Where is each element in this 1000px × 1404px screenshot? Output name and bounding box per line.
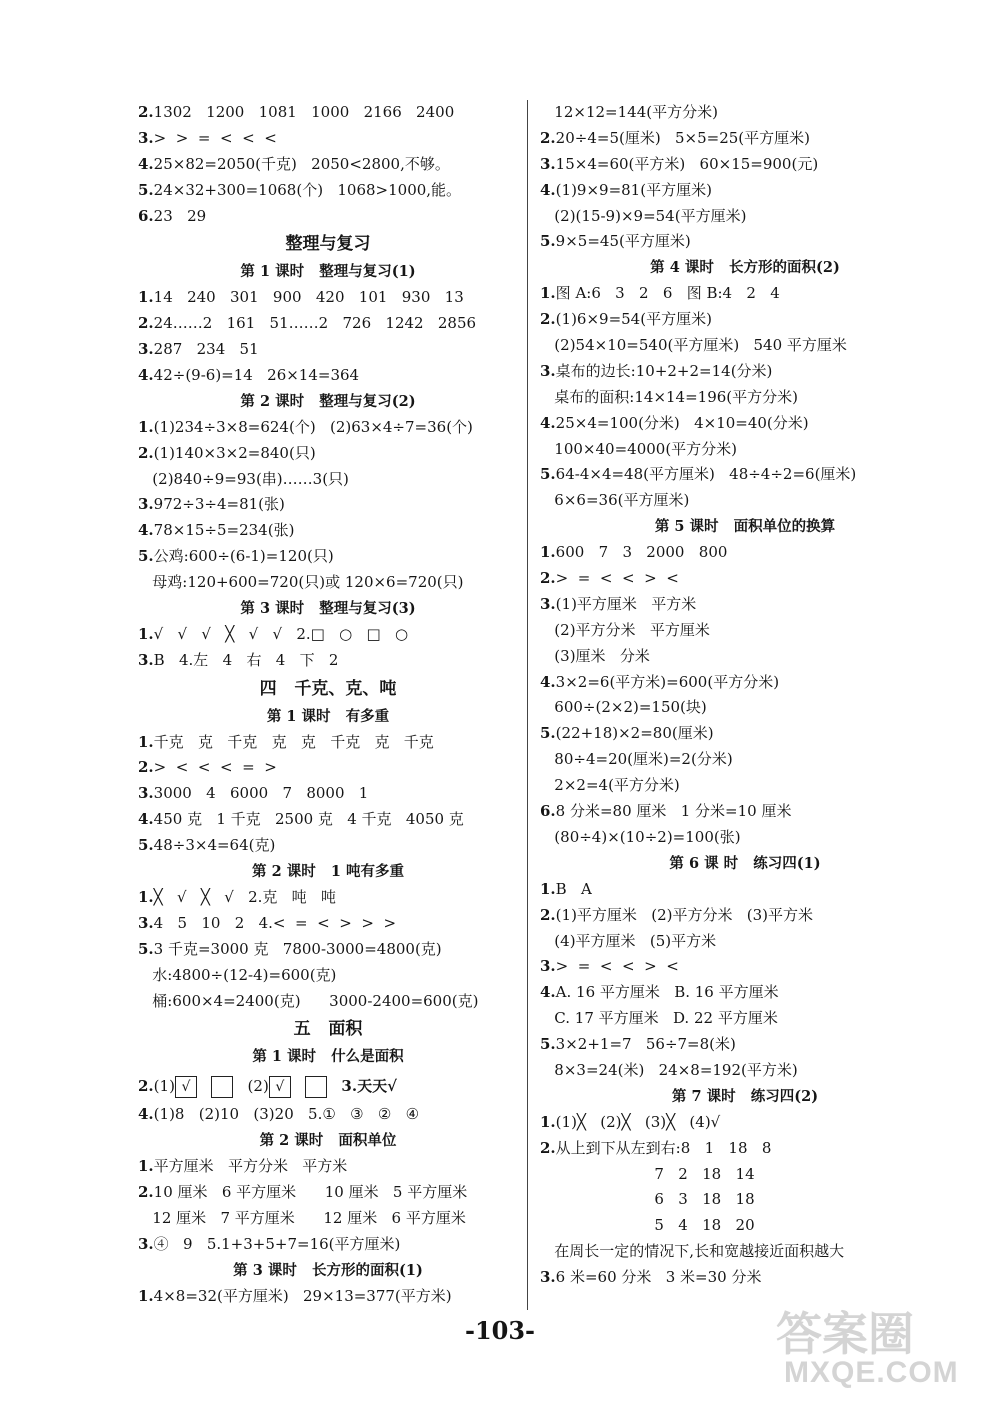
answer-text: 3×2+1=7 56÷7=8(米): [555, 1035, 736, 1054]
answer-line: [138, 100, 518, 126]
left-column: [138, 100, 518, 1309]
answer-text: 桌布的面积:14×14=196(平方分米): [540, 387, 799, 406]
answer-text: (80÷4)×(10÷2)=100(张): [540, 827, 741, 846]
answer-line: [138, 441, 518, 467]
answer-text: (2)840÷9=93(串)……3(只): [138, 469, 349, 488]
answer-line: [540, 1006, 950, 1032]
answer-line: [540, 1032, 950, 1058]
answer-line: [540, 178, 950, 204]
answer-line: [138, 518, 518, 544]
item-number: 3.: [540, 154, 556, 173]
answer-line: [138, 178, 518, 204]
answer-line: [540, 877, 950, 903]
answer-text: √ √ √ ╳ √ √ 2.□ ○ □ ○: [153, 624, 409, 643]
answer-line: [138, 1206, 518, 1232]
answer-text: > > = < < <: [153, 128, 277, 147]
checked-box: √: [269, 1076, 291, 1098]
item-number: 4.: [138, 154, 154, 173]
empty-box: [305, 1076, 327, 1098]
answer-line: [540, 929, 950, 955]
item-number: 4.: [138, 521, 154, 540]
answer-text: 平方厘米 平方分米 平方米: [153, 1157, 348, 1176]
answer-line: [540, 1162, 950, 1188]
section-title: 整理与复习: [285, 234, 371, 255]
item-number: 4.: [540, 672, 556, 691]
answer-line: [540, 695, 950, 721]
answer-text: 6 3 18 18: [540, 1190, 755, 1209]
section-title: 五 面积: [293, 1019, 363, 1040]
answer-line: [540, 462, 950, 488]
answer-line-checkboxes: [138, 1070, 518, 1102]
answer-line: [540, 437, 950, 463]
answer-line: [540, 670, 950, 696]
answer-text: 80÷4=20(厘米)=2(分米): [540, 750, 733, 769]
empty-box: [211, 1076, 233, 1098]
answer-line: [540, 1110, 950, 1136]
answer-text: 图 A:6 3 2 6 图 B:4 2 4: [555, 284, 780, 303]
answer-text: (3)厘米 分米: [540, 646, 650, 665]
answer-line: [540, 359, 950, 385]
answer-line: [138, 152, 518, 178]
item-number: 4.: [138, 810, 154, 829]
item-number: 1.: [540, 879, 556, 898]
answer-line: [540, 1058, 950, 1084]
page-number: -103-: [464, 1316, 536, 1345]
item-number: 4.: [138, 1105, 154, 1124]
lesson-heading: 第 3 课时 长方形的面积(1): [233, 1261, 423, 1279]
answer-text: (1)平方厘米 平方米: [555, 594, 697, 613]
answer-line: [540, 980, 950, 1006]
answer-text: > = < < > <: [555, 957, 679, 976]
answer-text: 972÷3÷4=81(张): [153, 495, 285, 514]
right-column: [540, 100, 950, 1291]
item-number: 5.: [138, 836, 154, 855]
answer-line: [540, 204, 950, 230]
watermark-logo: [756, 1298, 986, 1394]
answer-text: (1)234÷3×8=624(个) (2)63×4÷7=36(个): [153, 417, 473, 436]
answer-line: [138, 885, 518, 911]
item-number: 3.: [540, 1268, 556, 1287]
answer-text: 水:4800÷(12-4)=600(克): [138, 965, 337, 984]
answer-line: [138, 1232, 518, 1258]
answer-text: 9×5=45(平方厘米): [555, 232, 691, 251]
answer-line: [540, 1136, 950, 1162]
item-number: 1.: [138, 417, 154, 436]
answer-text: 287 234 51: [153, 340, 259, 359]
answer-text: 4 5 10 2 4.< = < > > >: [153, 913, 397, 932]
answer-text: 450 克 1 千克 2500 克 4 千克 4050 克: [153, 810, 464, 829]
item-number: 5.: [540, 465, 556, 484]
item-number: 1.: [138, 624, 154, 643]
answer-line: [540, 385, 950, 411]
answer-text: (1): [153, 1077, 175, 1096]
item-number: 5.: [540, 232, 556, 251]
answer-line: [138, 989, 518, 1015]
answer-text: (4)平方厘米 (5)平方米: [540, 931, 717, 950]
item-number: 3.: [138, 650, 154, 669]
answer-text: (1)140×3×2=840(只): [153, 443, 316, 462]
column-divider: [527, 100, 528, 1310]
answer-line: [138, 807, 518, 833]
answer-text: (1)╳ (2)╳ (3)╳ (4)√: [555, 1112, 721, 1131]
answer-text: 78×15÷5=234(张): [153, 521, 295, 540]
lesson-heading: 第 2 课时 整理与复习(2): [240, 392, 416, 410]
answer-line: [540, 1239, 950, 1265]
watermark-logo-mark: 答案圈: [776, 1307, 914, 1361]
answer-line: [540, 566, 950, 592]
answer-line: [138, 833, 518, 859]
answer-line: [540, 152, 950, 178]
answer-line: [138, 544, 518, 570]
item-number: 3.: [138, 128, 154, 147]
answer-line: [540, 773, 950, 799]
answer-text: 母鸡:120+600=720(只)或 120×6=720(只): [138, 573, 464, 592]
answer-line: [138, 1154, 518, 1180]
item-number: 2.: [540, 569, 556, 588]
answer-line: [138, 1180, 518, 1206]
item-number: 5.: [138, 547, 154, 566]
answer-text: 6 米=60 分米 3 米=30 分米: [555, 1268, 762, 1287]
item-number: 1.: [540, 1112, 556, 1131]
answer-text: (2)54×10=540(平方厘米) 540 平方厘米: [540, 336, 847, 355]
lesson-heading: 第 7 课时 练习四(2): [671, 1087, 819, 1105]
answer-line: [540, 126, 950, 152]
answer-text: ╳ √ ╳ √ 2.克 吨 吨: [153, 887, 336, 906]
answer-line: [540, 799, 950, 825]
section-title: 四 千克、克、吨: [259, 678, 397, 699]
item-number: 1.: [138, 1157, 154, 1176]
item-number: 2.: [138, 103, 154, 121]
answer-text: (1)8 (2)10 (3)20 5.① ③ ② ④: [153, 1105, 420, 1124]
answer-text: 6×6=36(平方厘米): [540, 491, 690, 510]
answer-text: 桌布的边长:10+2+2=14(分米): [555, 361, 773, 380]
item-number: 1.: [540, 284, 556, 303]
answer-text: 8 分米=80 厘米 1 分米=10 厘米: [555, 802, 792, 821]
answer-line: [138, 467, 518, 493]
answer-text: 100×40=4000(平方分米): [540, 439, 738, 458]
answer-line: [540, 1213, 950, 1239]
item-number: 2.: [138, 314, 154, 333]
watermark-text: MXQE.COM: [784, 1356, 959, 1389]
answer-text: 1302 1200 1081 1000 2166 2400: [153, 103, 455, 121]
answer-text: 24×32+300=1068(个) 1068>1000,能。: [153, 180, 462, 199]
answer-text: 20÷4=5(厘米) 5×5=25(平方厘米): [555, 128, 811, 147]
item-number: 3.: [138, 340, 154, 359]
checked-box: √: [175, 1076, 197, 1098]
answer-text: C. 17 平方厘米 D. 22 平方厘米: [540, 1009, 778, 1028]
answer-text: 4×8=32(平方厘米) 29×13=377(平方米): [153, 1286, 452, 1305]
answer-line: [138, 622, 518, 648]
answer-line: [540, 229, 950, 255]
answer-line: [138, 570, 518, 596]
answer-text: 从上到下从左到右:8 1 18 8: [555, 1138, 772, 1157]
answer-line: [540, 488, 950, 514]
answer-line: [540, 954, 950, 980]
answer-text: 3 千克=3000 克 7800-3000=4800(克): [153, 939, 442, 958]
answer-text: 600 7 3 2000 800: [555, 543, 728, 562]
answer-text: 7 2 18 14: [540, 1164, 755, 1183]
item-number: 1.: [138, 732, 154, 751]
lesson-heading: 第 5 课时 面积单位的换算: [654, 518, 836, 536]
answer-line: [540, 903, 950, 929]
answer-text: 24……2 161 51……2 726 1242 2856: [153, 314, 477, 333]
answer-text: (1)9×9=81(平方厘米): [555, 180, 712, 199]
answer-text: 23 29: [153, 206, 207, 225]
answer-line: [138, 492, 518, 518]
answer-line: [138, 648, 518, 674]
answer-text: 公鸡:600÷(6-1)=120(只): [153, 547, 334, 566]
answer-text: (2): [247, 1077, 269, 1096]
answer-text: 64-4×4=48(平方厘米) 48÷4÷2=6(厘米): [555, 465, 857, 484]
item-number: 6.: [540, 802, 556, 821]
lesson-heading: 第 3 课时 整理与复习(3): [240, 600, 416, 618]
item-number: 3.: [138, 784, 154, 803]
answer-line: [138, 285, 518, 311]
answer-line: [540, 825, 950, 851]
answer-text: > < < < = >: [153, 758, 277, 777]
item-number: 2.: [540, 905, 556, 924]
answer-line: [138, 337, 518, 363]
answer-line: [540, 747, 950, 773]
answer-text: 3000 4 6000 7 8000 1: [153, 784, 369, 803]
item-number: 2.: [540, 310, 556, 329]
answer-text: A. 16 平方厘米 B. 16 平方厘米: [555, 983, 779, 1002]
answer-line: [540, 333, 950, 359]
answer-line: [540, 540, 950, 566]
answer-line: [540, 644, 950, 670]
answer-text: > = < < > <: [555, 569, 679, 588]
answer-text: 3.天天√: [341, 1077, 397, 1096]
answer-text: 2×2=4(平方分米): [540, 776, 680, 795]
answer-line: [540, 100, 950, 126]
answer-text: 12×12=144(平方分米): [540, 103, 718, 121]
answer-text: 15×4=60(平方米) 60×15=900(元): [555, 154, 819, 173]
answer-line: [138, 363, 518, 389]
lesson-heading: 第 1 课时 什么是面积: [252, 1048, 404, 1066]
answer-text: 3×2=6(平方米)=600(平方分米): [555, 672, 780, 691]
answer-line: [138, 730, 518, 756]
answer-text: 10 厘米 6 平方厘米 10 厘米 5 平方厘米: [153, 1182, 468, 1201]
answer-text: 14 240 301 900 420 101 930 13: [153, 288, 464, 307]
answer-line: [138, 126, 518, 152]
answer-text: (1)6×9=54(平方厘米): [555, 310, 712, 329]
answer-text: 桶:600×4=2400(克) 3000-2400=600(克): [138, 991, 479, 1010]
item-number: 2.: [138, 1182, 154, 1201]
answer-text: 8×3=24(米) 24×8=192(平方米): [540, 1060, 798, 1079]
answer-line: [540, 592, 950, 618]
answer-line: [138, 1102, 518, 1128]
lesson-heading: 第 2 课时 1 吨有多重: [252, 863, 404, 881]
answer-line: [138, 311, 518, 337]
item-number: 3.: [138, 495, 154, 514]
item-number: 2.: [540, 128, 556, 147]
item-number: 4.: [540, 983, 556, 1002]
item-number: 6.: [138, 206, 154, 225]
item-number: 1.: [138, 1286, 154, 1305]
item-number: 5.: [540, 724, 556, 743]
answer-line: [540, 307, 950, 333]
answer-line: [138, 963, 518, 989]
answer-line: [138, 204, 518, 230]
lesson-heading: 第 1 课时 有多重: [266, 707, 390, 725]
answer-text: 600÷(2×2)=150(块): [540, 698, 707, 717]
answer-line: [138, 755, 518, 781]
answer-text: 在周长一定的情况下,长和宽越接近面积越大: [540, 1242, 845, 1261]
answer-line: [540, 618, 950, 644]
item-number: 4.: [138, 366, 154, 385]
item-number: 3.: [540, 594, 556, 613]
answer-text: 5 4 18 20: [540, 1216, 755, 1235]
answer-line: [138, 415, 518, 441]
item-number: 1.: [138, 288, 154, 307]
answer-text: (22+18)×2=80(厘米): [555, 724, 714, 743]
answer-line: [540, 1187, 950, 1213]
item-number: 1.: [138, 887, 154, 906]
answer-line: [540, 411, 950, 437]
answer-text: 千克 克 千克 克 克 千克 克 千克: [153, 732, 434, 751]
item-number: 4.: [540, 413, 556, 432]
item-number: 5.: [138, 939, 154, 958]
answer-line: [540, 1265, 950, 1291]
item-number: 1.: [540, 543, 556, 562]
answer-line: [138, 911, 518, 937]
answer-text: ④ 9 5.1+3+5+7=16(平方厘米): [153, 1234, 401, 1253]
item-number: 2.: [540, 1138, 556, 1157]
answer-line: [138, 781, 518, 807]
answer-text: (1)平方厘米 (2)平方分米 (3)平方米: [555, 905, 814, 924]
lesson-heading: 第 1 课时 整理与复习(1): [240, 263, 416, 281]
answer-line: [138, 1284, 518, 1310]
item-number: 5.: [138, 180, 154, 199]
answer-text: 12 厘米 7 平方厘米 12 厘米 6 平方厘米: [138, 1208, 466, 1227]
answer-text: 48÷3×4=64(克): [153, 836, 276, 855]
answer-text: 42÷(9-6)=14 26×14=364: [153, 366, 360, 385]
answer-text: 25×4=100(分米) 4×10=40(分米): [555, 413, 809, 432]
answer-text: (2)(15-9)×9=54(平方厘米): [540, 206, 747, 225]
answer-text: B 4.左 4 右 4 下 2: [153, 650, 339, 669]
item-number: 3.: [138, 1234, 154, 1253]
lesson-heading: 第 4 课时 长方形的面积(2): [650, 259, 840, 277]
answer-text: (2)平方分米 平方厘米: [540, 620, 710, 639]
item-number: 2.: [138, 1077, 154, 1096]
item-number: 3.: [540, 361, 556, 380]
lesson-heading: 第 2 课时 面积单位: [259, 1132, 397, 1150]
answer-line: [138, 937, 518, 963]
answer-text: B A: [555, 879, 592, 898]
item-number: 4.: [540, 180, 556, 199]
item-number: 3.: [138, 913, 154, 932]
answer-line: [540, 281, 950, 307]
answer-text: 25×82=2050(千克) 2050<2800,不够。: [153, 154, 450, 173]
lesson-heading: 第 6 课 时 练习四(1): [669, 854, 821, 872]
item-number: 5.: [540, 1035, 556, 1054]
item-number: 2.: [138, 758, 154, 777]
answer-line: [540, 721, 950, 747]
item-number: 2.: [138, 443, 154, 462]
item-number: 3.: [540, 957, 556, 976]
